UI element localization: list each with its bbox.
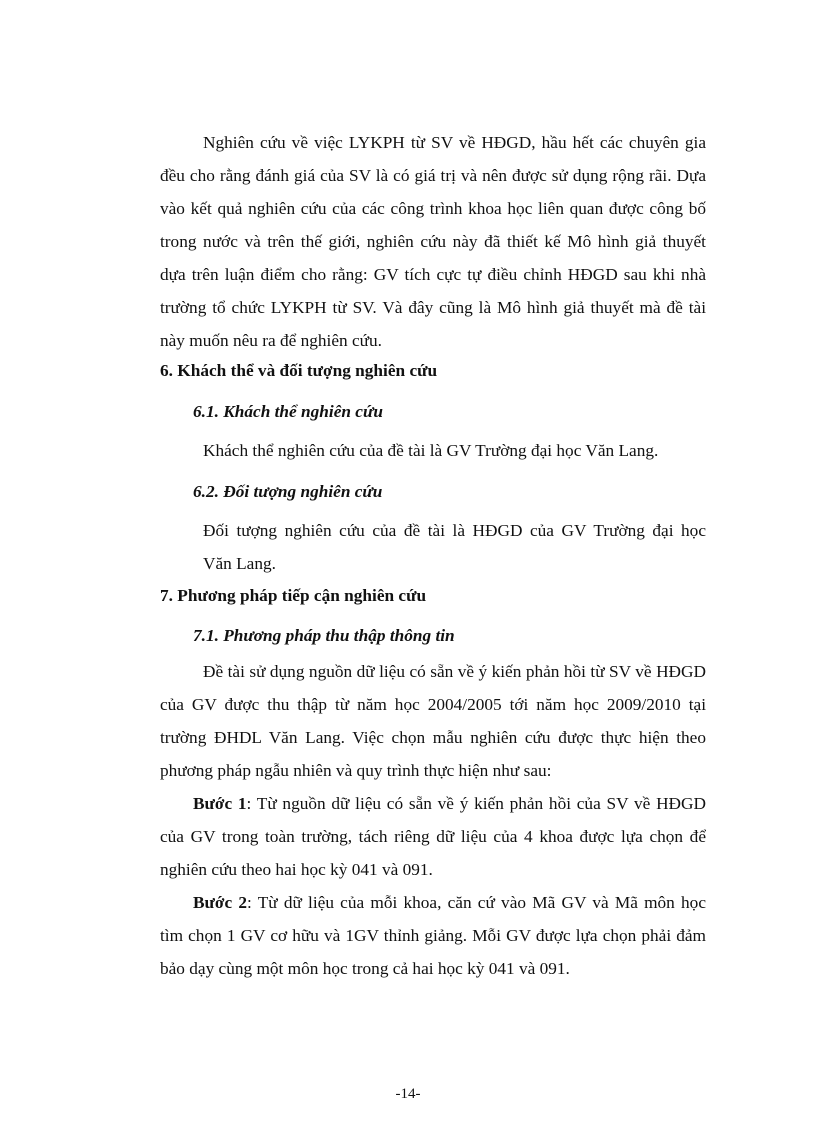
section-7-heading: 7. Phương pháp tiếp cận nghiên cứu <box>160 586 427 605</box>
step-1-line-2: của GV trong toàn trường, tách riêng dữ liệu của 4 khoa được lựa chọn để <box>160 827 706 846</box>
p1-line-5: dựa trên luận điểm cho rằng: GV tích cực tự điều chỉnh HĐGD sau khi nhà <box>160 265 706 284</box>
section-7-para-line-3: trường ĐHDL Văn Lang. Việc chọn mẫu nghiên cứu được thực hiện theo <box>160 728 706 747</box>
step-2-line-3: bảo dạy cùng một môn học trong cả hai học kỳ 041 và 091. <box>160 959 570 978</box>
section-7-para-line-2: của GV được thu thập từ năm học 2004/2005 tới năm học 2009/2010 tại <box>160 695 706 714</box>
p1-line-7: này muốn nêu ra để nghiên cứu. <box>160 331 382 350</box>
step-1-line-3: nghiên cứu theo hai học kỳ 041 và 091. <box>160 860 433 879</box>
section-6-1-text: Khách thể nghiên cứu của đề tài là GV Trường đại học Văn Lang. <box>203 441 659 460</box>
p1-line-3: vào kết quả nghiên cứu của các công trình khoa học liên quan được công bố <box>160 199 706 218</box>
page-number: -14- <box>395 1086 421 1102</box>
section-6-2-line-1: Đối tượng nghiên cứu của đề tài là HĐGD của GV Trường đại học <box>203 521 706 540</box>
step-2-line-2: tìm chọn 1 GV cơ hữu và 1GV thỉnh giảng. Mỗi GV được lựa chọn phải đảm <box>160 926 706 945</box>
p1-line-4: trong nước và trên thế giới, nghiên cứu này đã thiết kế Mô hình giả thuyết <box>160 232 706 251</box>
p1-line-1: Nghiên cứu về việc LYKPH từ SV về HĐGD, hầu hết các chuyên gia <box>203 133 706 152</box>
section-6-1-heading: 6.1. Khách thể nghiên cứu <box>193 402 383 421</box>
step-2-line-1: Bước 2: Từ dữ liệu của mỗi khoa, căn cứ vào Mã GV và Mã môn học <box>193 893 706 912</box>
section-6-heading: 6. Khách thể và đối tượng nghiên cứu <box>160 361 438 380</box>
p1-line-6: trường tổ chức LYKPH từ SV. Và đây cũng là Mô hình giả thuyết mà đề tài <box>160 298 706 317</box>
step-2-label: Bước 2 <box>193 893 247 912</box>
section-7-para-line-1: Đề tài sử dụng nguồn dữ liệu có sẵn về ý kiến phản hồi từ SV về HĐGD <box>203 662 706 681</box>
section-7-1-heading: 7.1. Phương pháp thu thập thông tin <box>193 626 455 645</box>
section-7-para-line-4: phương pháp ngẫu nhiên và quy trình thực hiện như sau: <box>160 761 552 780</box>
step-1-label: Bước 1 <box>193 794 247 813</box>
step-1-line-1: Bước 1: Từ nguồn dữ liệu có sẵn về ý kiến phản hồi của SV về HĐGD <box>193 794 706 813</box>
p1-line-2: đều cho rằng đánh giá của SV là có giá trị và nên được sử dụng rộng rãi. Dựa <box>160 166 706 185</box>
section-6-2-heading: 6.2. Đối tượng nghiên cứu <box>193 482 383 501</box>
section-6-2-line-2: Văn Lang. <box>203 554 276 573</box>
